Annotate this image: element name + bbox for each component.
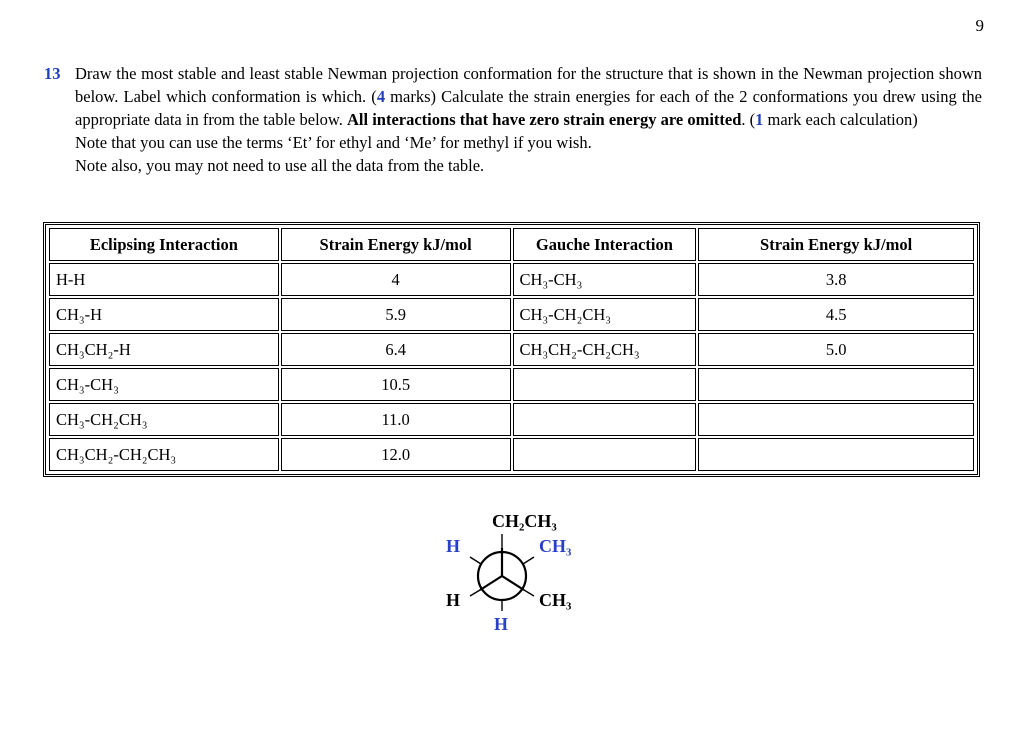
gauche-energy-cell: 5.0 (698, 333, 974, 366)
note-1: Note that you can use the terms ‘Et’ for ethyl and ‘Me’ for methyl if you wish. (75, 133, 592, 152)
front-bond-lr-ext (524, 590, 534, 596)
strain-table (47, 226, 976, 473)
question-13 (44, 62, 982, 177)
note-2: Note also, you may not need to use all the data from the table. (75, 156, 485, 175)
table-row (49, 438, 974, 471)
gauche-energy-cell: 3.8 (698, 263, 974, 296)
table-row (49, 298, 974, 331)
front-bond-lower-right (502, 576, 524, 590)
label-front-lower-right: CH₃ (539, 590, 572, 610)
header-gauche-energy: Strain Energy kJ/mol (698, 228, 974, 261)
question-text-2: marks) Calculate the strain energies for each of the 2 conformations you drew using the appropriate data in from the table below. (75, 87, 982, 129)
table-row (49, 263, 974, 296)
gauche-energy-cell: 4.5 (698, 298, 974, 331)
front-bond-lower-left (480, 576, 502, 590)
eclipsing-cell: CH₃CH₂-H (49, 333, 279, 366)
gauche-cell: CH₃CH₂-CH₂CH₃ (513, 333, 697, 366)
question-bold-text: All interactions that have zero strain energy are omitted (347, 110, 742, 129)
question-paragraph (75, 62, 982, 131)
label-back-bottom: H (494, 614, 509, 634)
label-front-lower-left: H (446, 590, 461, 610)
table-row (49, 368, 974, 401)
gauche-cell (513, 438, 697, 471)
question-text-3: . ( (741, 110, 756, 129)
question-body (75, 62, 982, 177)
table-row (49, 333, 974, 366)
table-row (49, 403, 974, 436)
eclipsing-energy-cell: 12.0 (281, 438, 511, 471)
eclipsing-energy-cell: 10.5 (281, 368, 511, 401)
eclipsing-cell: CH₃CH₂-CH₂CH₃ (49, 438, 279, 471)
gauche-cell: CH₃-CH₃ (513, 263, 697, 296)
eclipsing-energy-cell: 11.0 (281, 403, 511, 436)
strain-energy-table (43, 222, 980, 477)
gauche-energy-cell (698, 368, 974, 401)
gauche-cell (513, 368, 697, 401)
gauche-cell (513, 403, 697, 436)
front-bond-ll-ext (470, 590, 480, 596)
label-back-upper-left: H (446, 536, 461, 556)
gauche-energy-cell (698, 403, 974, 436)
table-header-row (49, 228, 974, 261)
eclipsing-cell: CH₃-H (49, 298, 279, 331)
question-text-4: mark each calculation) (763, 110, 918, 129)
newman-projection (430, 500, 610, 640)
page-number: 9 (975, 16, 984, 35)
gauche-energy-cell (698, 438, 974, 471)
marks-one: 1 (755, 110, 764, 129)
label-back-upper-right: CH₃ (539, 536, 572, 556)
eclipsing-cell: H-H (49, 263, 279, 296)
header-gauche: Gauche Interaction (513, 228, 697, 261)
eclipsing-energy-cell: 4 (281, 263, 511, 296)
back-bond-upper-left (470, 557, 481, 564)
question-text-1: Draw the most stable and least stable Newman projection conformation for the structure that is shown in the Newman projection shown below. Label which conformation is which. ( (75, 64, 982, 106)
back-bond-upper-right (523, 557, 534, 564)
question-number: 13 (44, 64, 61, 83)
eclipsing-energy-cell: 6.4 (281, 333, 511, 366)
eclipsing-cell: CH₃-CH₃ (49, 368, 279, 401)
gauche-cell: CH₃-CH₂CH₃ (513, 298, 697, 331)
eclipsing-energy-cell: 5.9 (281, 298, 511, 331)
header-eclipsing-energy: Strain Energy kJ/mol (281, 228, 511, 261)
marks-four: 4 (376, 87, 386, 106)
label-front-top: CH₂CH₃ (492, 511, 557, 531)
header-eclipsing: Eclipsing Interaction (49, 228, 279, 261)
eclipsing-cell: CH₃-CH₂CH₃ (49, 403, 279, 436)
